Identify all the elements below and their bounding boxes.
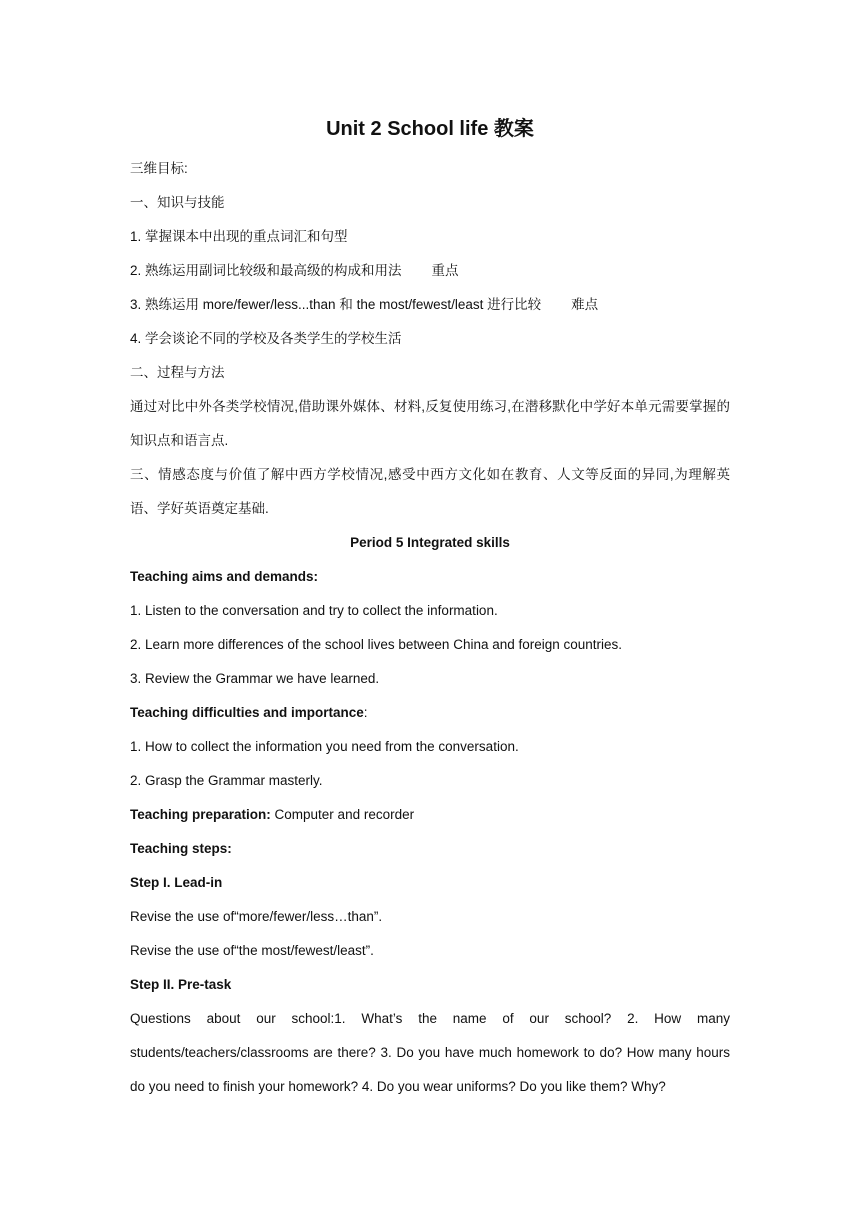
goal-item-text: 1. 掌握课本中出现的重点词汇和句型 <box>130 229 348 244</box>
aim-item: 1. Listen to the conversation and try to collect the information. <box>130 603 498 618</box>
goal-item-text: 4. 学会谈论不同的学校及各类学生的学校生活 <box>130 331 402 346</box>
goal-item-text: 2. 熟练运用副词比较级和最高级的构成和用法 <box>130 263 402 278</box>
difficulties-heading-line <box>130 696 730 730</box>
difficulty-item: 1. How to collect the information you need from the conversation. <box>130 739 519 754</box>
document-page <box>130 112 730 1104</box>
goal-item-4 <box>130 322 730 356</box>
goals-heading: 三维目标: <box>130 161 188 176</box>
preparation-value: Computer and recorder <box>270 807 415 822</box>
difficulties-colon: : <box>363 705 368 720</box>
steps-heading: Teaching steps: <box>130 841 232 856</box>
step1-line: Revise the use of“the most/fewest/least”. <box>130 943 374 958</box>
goal-item-tag: 重点 <box>431 263 459 278</box>
period-title: Period 5 Integrated skills <box>350 535 510 550</box>
goal-item-3 <box>130 288 730 322</box>
goal-item-tag: 难点 <box>571 297 599 312</box>
aim-item: 3. Review the Grammar we have learned. <box>130 671 380 686</box>
section2-paragraph: 通过对比中外各类学校情况,借助课外媒体、材料,反复使用练习,在潜移默化中学好本单元需要掌握的知识点和语言点. <box>130 399 730 448</box>
step2-heading: Step II. Pre-task <box>130 977 232 992</box>
difficulties-heading: Teaching difficulties and importance <box>130 705 364 720</box>
goal-item-text: 3. 熟练运用 more/fewer/less...than 和 the most/fewest/least 进行比较 <box>130 297 542 312</box>
goal-item-2 <box>130 254 730 288</box>
difficulty-item: 2. Grasp the Grammar masterly. <box>130 773 323 788</box>
section3-paragraph: 三、情感态度与价值了解中西方学校情况,感受中西方文化如在教育、人文等反面的异同,为理解英语、学好英语奠定基础. <box>130 467 730 516</box>
document-title: Unit 2 School life 教案 <box>326 118 534 140</box>
step1-heading: Step I. Lead-in <box>130 875 223 890</box>
aim-item: 2. Learn more differences of the school lives between China and foreign countries. <box>130 637 623 652</box>
step1-line: Revise the use of“more/fewer/less…than”. <box>130 909 383 924</box>
goal-item-1 <box>130 220 730 254</box>
preparation-line <box>130 798 730 832</box>
aims-heading: Teaching aims and demands: <box>130 569 319 584</box>
preparation-label: Teaching preparation: <box>130 807 271 822</box>
step2-paragraph: Questions about our school:1. What’s the name of our school? 2. How many students/teachers/classrooms are there? 3. Do you have much homework to do? How many hours do you need to finish your homework? 4. Do you wear uniforms? Do you like them? Why? <box>130 1011 730 1094</box>
section2-heading: 二、过程与方法 <box>130 365 225 380</box>
section1-heading: 一、知识与技能 <box>130 195 225 210</box>
